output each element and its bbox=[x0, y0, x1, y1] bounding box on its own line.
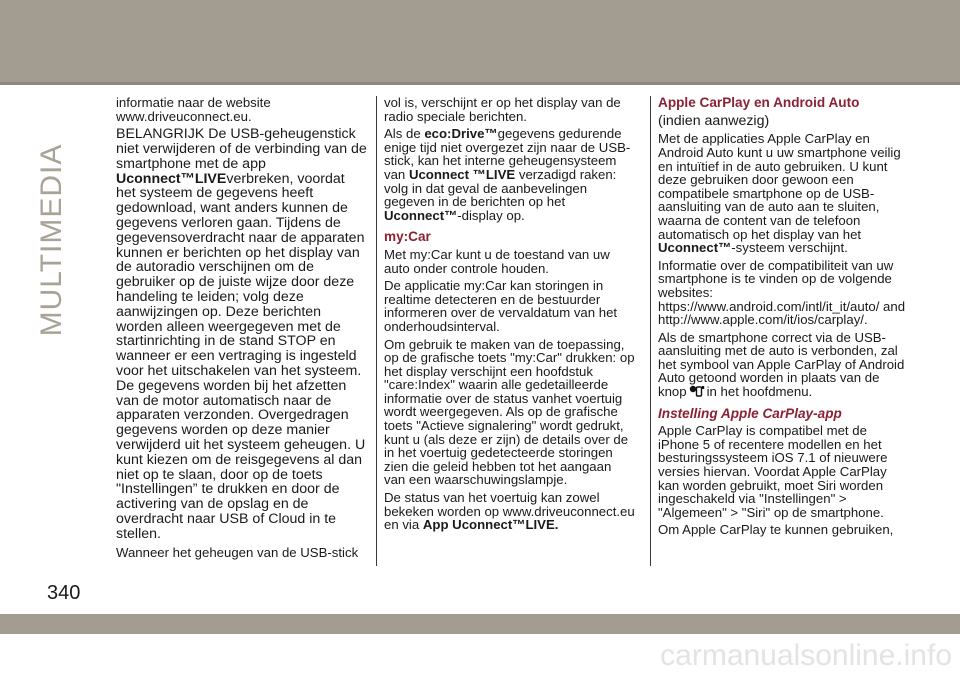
text-run: verzadigd raken: volg in dat geval de aanbevelingen gegeven in de berichten op het bbox=[384, 166, 617, 210]
text-run: gegevens gedurende enige tijd niet overgezet zijn naar de USB-stick, kan het interne geheugensysteem van bbox=[384, 126, 631, 182]
heading-carplay-android: Apple CarPlay en Android Auto bbox=[658, 95, 860, 110]
paragraph-carplay-compat: Apple CarPlay is compatibel met de iPhone 5 of recentere modellen en het besturingssysteem iOS 7.1 of nieuwere versies hiervan. Voordat Apple CarPlay kan worden gebruikt, moet Siri worden ingeschakeld via "Instellingen" > "Algemeen" > "Siri" op de smartphone. bbox=[658, 423, 888, 520]
section-side-label: MULTIMEDIA bbox=[35, 143, 68, 337]
paragraph-ecodrive bbox=[384, 127, 636, 222]
watermark bbox=[0, 634, 960, 678]
bottom-band bbox=[0, 614, 960, 634]
paragraph-display-messages: vol is, verschijnt er op het display van de radio speciale berichten. bbox=[384, 95, 621, 124]
column-divider-1 bbox=[376, 96, 377, 566]
heading-mycar: my:Car bbox=[384, 229, 431, 245]
paragraph-apps bbox=[658, 132, 910, 254]
text-run: -systeem verschijnt. bbox=[731, 240, 848, 256]
top-band bbox=[0, 0, 960, 85]
paragraph-mycar-intro: Met my:Car kunt u de toestand van uw auto onder controle houden. bbox=[384, 246, 610, 276]
text-column-2 bbox=[384, 96, 636, 536]
paragraph-mycar-detect: De applicatie my:Car kan storingen in realtime detecteren en de bestuurder informeren over de vervaldatum van het onderhoudsinterval. bbox=[384, 278, 618, 334]
text-run: Als de smartphone correct via de USB-aansluiting met de auto is verbonden, zal het symbool van Apple CarPlay of Android Auto getoond worden in plaats van de knop bbox=[658, 329, 905, 400]
text-run: Met de applicaties Apple CarPlay en Android Auto kunt u uw smartphone veilig en intuïtief in de auto gebruiken. U kunt deze gebruiken door gewoon een compatibele smartphone op de USB-aansluiting van de auto aan te sluiten, waarna de content van de telefoon automatisch op het display van het bbox=[658, 131, 901, 242]
paragraph-important bbox=[116, 127, 368, 541]
brand-uconnect: Uconnect™ bbox=[384, 207, 458, 223]
top-band-rule bbox=[0, 82, 960, 85]
text-column-3 bbox=[658, 96, 910, 541]
brand-uconnect: Uconnect™ bbox=[658, 240, 732, 256]
text-run: in het hoofdmenu. bbox=[706, 384, 813, 400]
paragraph-usb-memory: Wanneer het geheugen van de USB-stick bbox=[116, 544, 359, 560]
paragraph-vehicle-status bbox=[384, 491, 636, 532]
paragraph-mycar-usage: Om gebruik te maken van de toepassing, op de grafische toets "my:Car" drukken: op het display verschijnt een hoofdstuk "care:Index" waarin alle gedetailleerde informatie over de status vanhet voertuig wordt weergegeven. Als op de grafische toets "Actieve signalering" wordt gedrukt, kunt u (als deze er zijn) de details over de in het voertuig gedetecteerde storingen zien die geleid hebben tot het aangaan van een waarschuwingslampje. bbox=[384, 336, 635, 488]
brand-ecodrive: eco:Drive™ bbox=[424, 126, 498, 142]
watermark-text: carmanualsonline.info bbox=[660, 639, 952, 672]
text-run: -display op. bbox=[457, 207, 525, 223]
text-column-1 bbox=[116, 96, 368, 563]
text-run: BELANGRIJK De USB-geheugenstick niet verwijderen of de verbinding van de smartphone met de app bbox=[116, 126, 367, 172]
brand-uconnect-live: Uconnect™LIVE bbox=[116, 170, 227, 187]
heading-carplay-setup: Instelling Apple CarPlay-app bbox=[658, 405, 842, 421]
text-run: verbreken, voordat het systeem de gegevens heeft gedownload, want anders kunnen de gegevens verloren gaan. Tijdens de gegevensoverdracht naar de apparaten kunnen er berichten op het display van de autoradio verschijnen om de gebruiker op de juiste wijze door deze handeling te leiden; volg deze aanwijzingen op. Deze berichten worden alleen weergegeven met de startinrichting in de stand STOP en wanneer er een vertraging is ingesteld voor het uitschakelen van het systeem. De gegevens worden bij het afzetten van de motor automatisch naar de apparaten verzonden. Overgedragen gegevens worden op deze manier verwijderd uit het systeem geheugen. U kunt kiezen om de reisgegevens al dan niet op te slaan, door op de toets "Instellingen” te drukken en door de activering van de opslag en de overdracht naar USB of Cloud in te stellen. bbox=[116, 170, 366, 542]
paragraph-website: informatie naar de website www.driveuconnect.eu. bbox=[116, 95, 271, 124]
text-run: Als de bbox=[384, 126, 425, 142]
paragraph-availability: (indien aanwezig) bbox=[658, 112, 770, 129]
paragraph-connected bbox=[658, 331, 910, 399]
column-divider-2 bbox=[650, 96, 651, 566]
page-number: 340 bbox=[47, 582, 81, 604]
brand-app-uconnect-live: App Uconnect™LIVE. bbox=[422, 517, 559, 533]
paragraph-compatibility: Informatie over de compatibiliteit van uw smartphone is te vinden op de volgende websites: https://www.android.com/intl/it_it/auto/ and http://www.apple.com/it/ios/carplay/. bbox=[658, 257, 906, 328]
text-run: De status van het voertuig kan zowel bekeken worden op www.driveuconnect.eu en via bbox=[384, 490, 635, 533]
phone-knob-icon bbox=[689, 385, 705, 398]
paragraph-carplay-use: Om Apple CarPlay te kunnen gebruiken, bbox=[658, 522, 894, 538]
brand-uconnect-live: Uconnect ™LIVE bbox=[408, 166, 516, 182]
